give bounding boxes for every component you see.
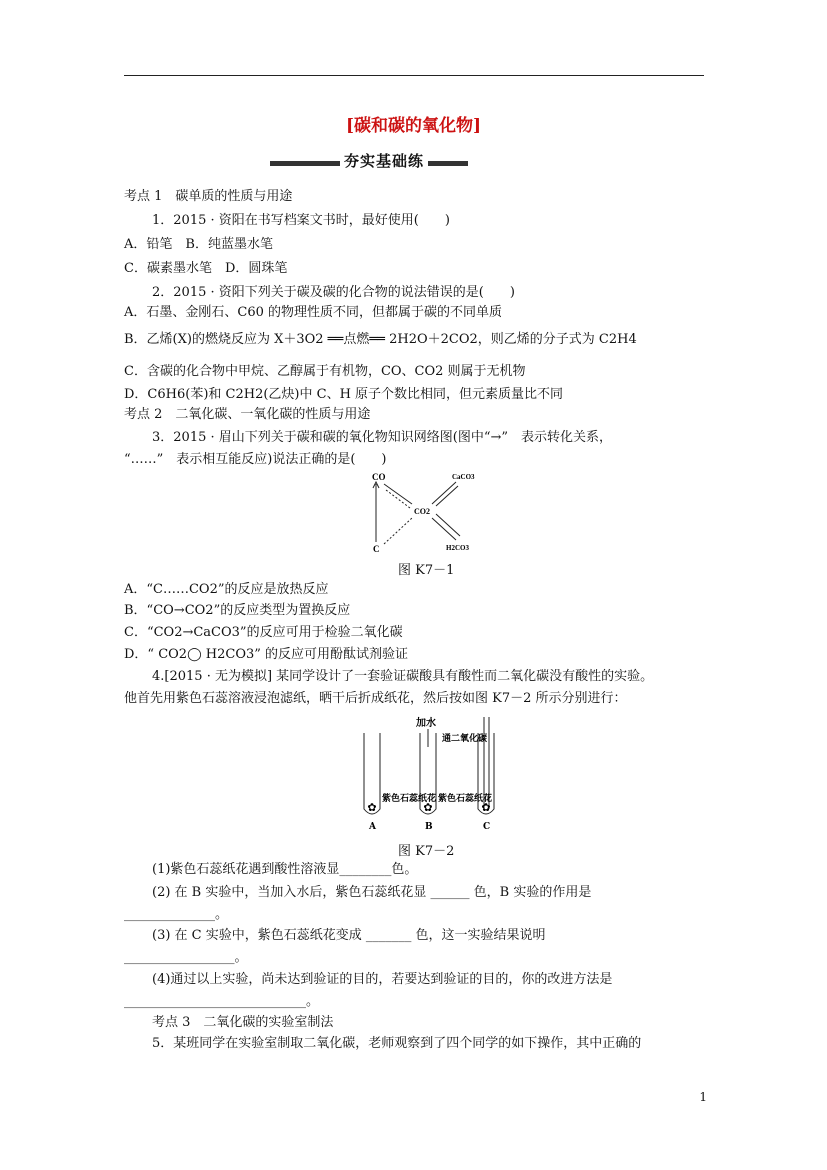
- arrow-co2-caco3: [432, 482, 456, 504]
- figure-caption: 图 K7－1: [398, 563, 455, 578]
- banner-bar-left: [270, 161, 340, 166]
- option-line: B．乙烯(X)的燃烧反应为 X＋3O2 ══点燃══ 2H2O＋2CO2，则乙烯的分子式为 C2H4: [124, 332, 637, 347]
- section-heading: 考点 1 碳单质的性质与用途: [124, 189, 293, 204]
- node-co2: CO2: [414, 507, 430, 516]
- figure-k7-1: [366, 466, 506, 558]
- option-line: D．C6H6(苯)和 C2H2(乙炔)中 C、H 原子个数比相同，但元素质量比不同: [124, 387, 564, 402]
- sub-question: (1)紫色石蕊纸花遇到酸性溶液显________色。: [152, 862, 418, 877]
- question-line: 3．2015 · 眉山下列关于碳和碳的氧化物知识网络图(图中“→” 表示转化关系，: [152, 430, 613, 445]
- answer-blank: _________________。: [124, 950, 248, 965]
- arrow-caco3-co2: [436, 486, 458, 506]
- section-heading: 考点 2 二氧化碳、一氧化碳的性质与用途: [124, 407, 371, 422]
- section-heading: 考点 3 二氧化碳的实验室制法: [152, 1015, 334, 1030]
- option-line: A．铅笔 B．纯蓝墨水笔: [124, 237, 273, 252]
- option-line: A．“C……CO2”的反应是放热反应: [124, 582, 329, 597]
- label-c: C: [483, 822, 491, 832]
- question-line: 5．某班同学在实验室制取二氧化碳，老师观察到了四个同学的如下操作，其中正确的: [152, 1036, 642, 1051]
- option-line: A．石墨、金刚石、C60 的物理性质不同，但都属于碳的不同单质: [124, 305, 503, 320]
- question-line: 他首先用紫色石蕊溶液浸泡滤纸，晒干后折成纸花，然后按如图 K7－2 所示分别进行：: [124, 691, 627, 706]
- question-line: 2．2015 · 资阳下列关于碳及碳的化合物的说法错误的是( ): [152, 285, 515, 300]
- label-flower-b: 紫色石蕊纸花: [438, 793, 493, 803]
- label-co2: 通二氧化碳: [442, 733, 488, 743]
- figure-k7-2: [356, 713, 506, 833]
- arrow-co-co2: [384, 484, 412, 504]
- header-rule: [124, 75, 704, 76]
- section-banner: [270, 150, 470, 176]
- label-a: A: [369, 822, 376, 832]
- answer-blank: ______________。: [124, 907, 229, 922]
- sub-question: (2) 在 B 实验中，当加入水后，紫色石蕊纸花显 ______ 色，B 实验的作用是: [152, 885, 592, 900]
- option-line: D．“ CO2◯ H2CO3” 的反应可用酚酞试剂验证: [124, 647, 409, 662]
- page-number: 1: [699, 1090, 707, 1104]
- page-title: [碳和碳的氧化物]: [345, 116, 482, 136]
- question-line: “……” 表示相互能反应)说法正确的是( ): [124, 452, 387, 467]
- figure-caption: 图 K7－2: [398, 844, 455, 859]
- banner-bar-right: [428, 161, 468, 166]
- option-line: C．碳素墨水笔 D．圆珠笔: [124, 261, 288, 276]
- node-co: CO: [372, 472, 386, 482]
- node-c: C: [373, 544, 380, 554]
- link-co2-co: [386, 490, 410, 508]
- node-caco3: CaCO3: [452, 473, 475, 481]
- label-flower-a: 紫色石蕊纸花: [382, 793, 437, 803]
- flower-icon: ✿: [367, 801, 377, 814]
- sub-question: (3) 在 C 实验中，紫色石蕊纸花变成 _______ 色，这一实验结果说明: [152, 928, 546, 943]
- node-h2co3: H2CO3: [446, 544, 469, 552]
- flower-icon: ✿: [423, 801, 433, 814]
- answer-blank: ____________________________。: [124, 994, 320, 1009]
- option-line: C．“CO2→CaCO3”的反应可用于检验二氧化碳: [124, 625, 403, 640]
- option-line: C．含碳的化合物中甲烷、乙醇属于有机物，CO、CO2 则属于无机物: [124, 364, 526, 379]
- flower-icon: ✿: [481, 801, 491, 814]
- question-line: 4.[2015 · 无为模拟] 某同学设计了一套验证碳酸具有酸性而二氧化碳没有酸性的实验。: [152, 669, 654, 684]
- link-c-co2: [384, 518, 412, 544]
- label-b: B: [425, 822, 433, 832]
- sub-question: (4)通过以上实验，尚未达到验证的目的，若要达到验证的目的，你的改进方法是: [152, 972, 613, 987]
- banner-label: 夯实基础练: [343, 152, 424, 170]
- option-line: B．“CO→CO2”的反应类型为置换反应: [124, 603, 351, 618]
- label-add-water: 加水: [416, 718, 436, 729]
- question-line: 1．2015 · 资阳在书写档案文书时，最好使用( ): [152, 213, 450, 228]
